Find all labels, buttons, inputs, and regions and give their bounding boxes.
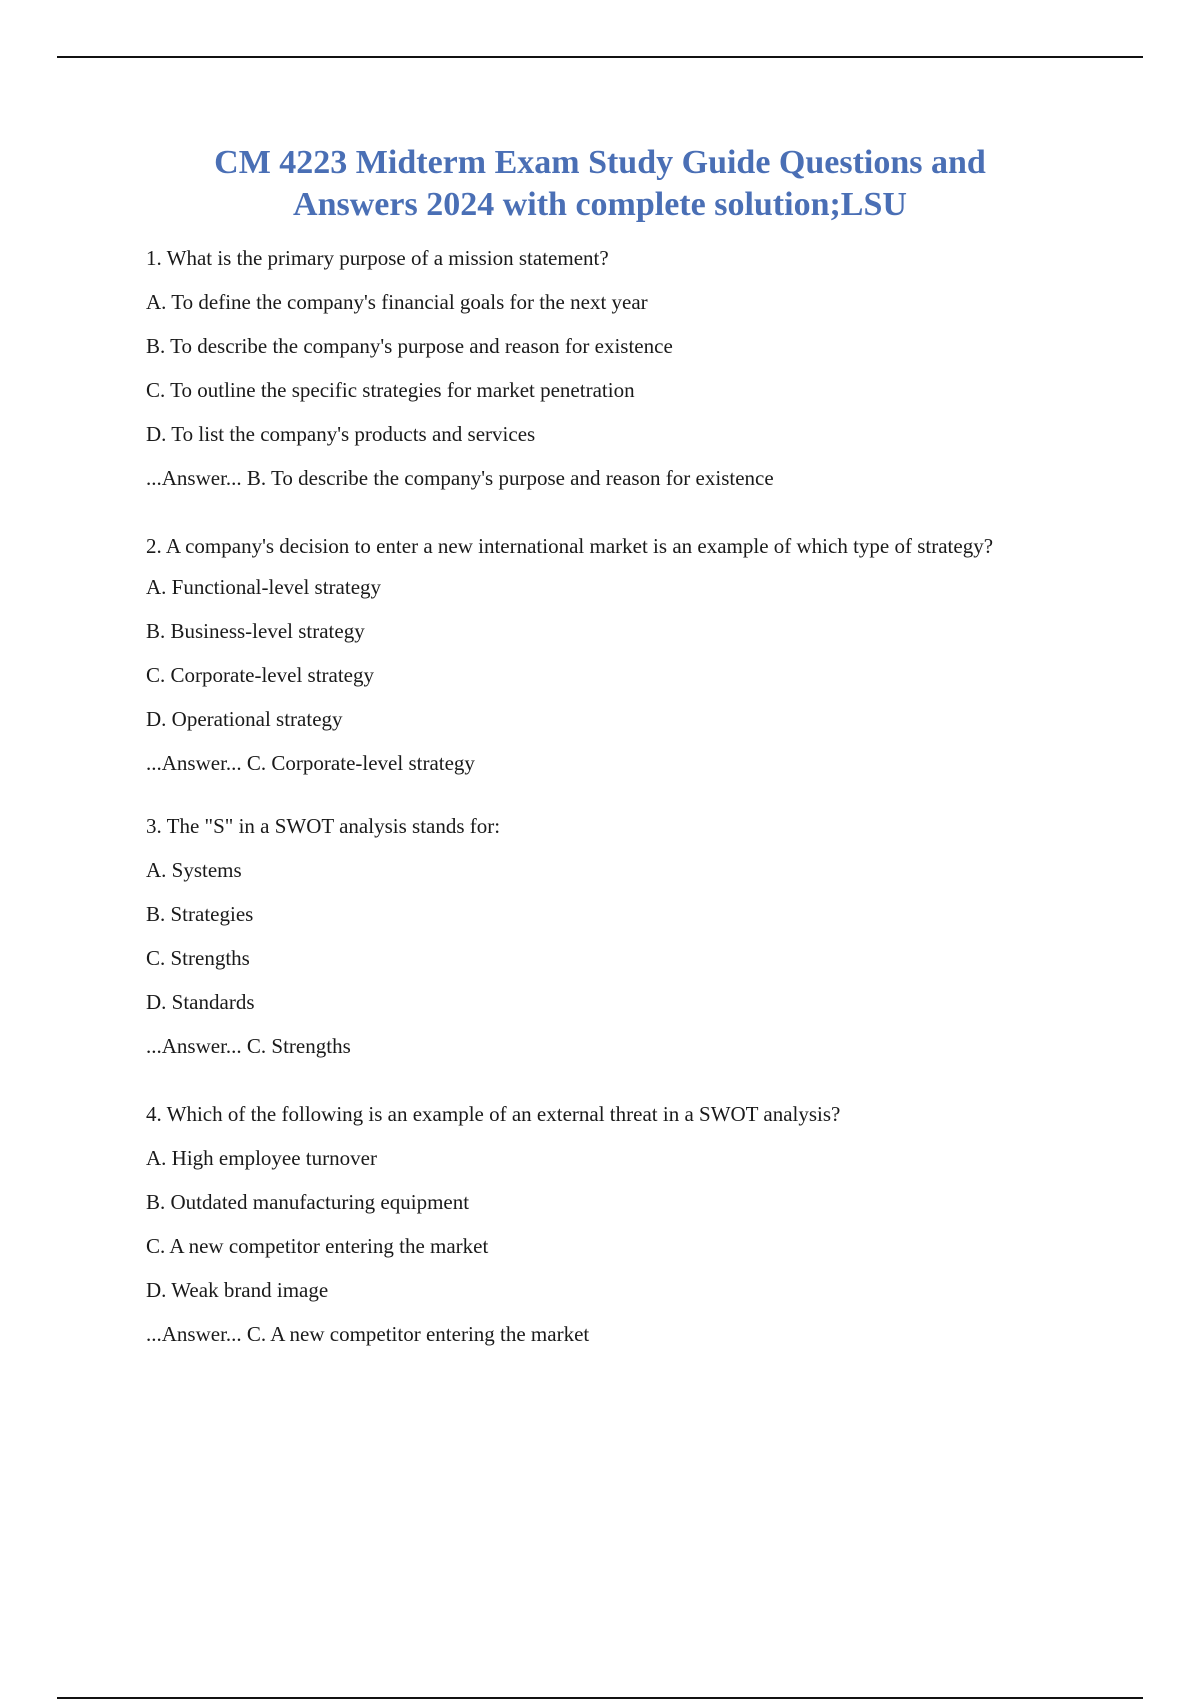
document-title — [120, 142, 1080, 226]
option-b: B. Outdated manufacturing equipment — [146, 1190, 470, 1214]
option-a: A. Functional-level strategy — [146, 575, 382, 599]
question-text: 1. What is the primary purpose of a mission statement? — [146, 246, 609, 270]
option-b: B. To describe the company's purpose and reason for existence — [146, 334, 673, 358]
answer-text: ...Answer... C. Strengths — [146, 1034, 351, 1058]
option-d: D. Weak brand image — [146, 1278, 329, 1302]
answer-text: ...Answer... C. A new competitor entering the market — [146, 1322, 590, 1346]
title-line-2: Answers 2024 with complete solution;LSU — [293, 186, 907, 223]
question-text: 4. Which of the following is an example of an external threat in a SWOT analysis? — [146, 1102, 841, 1126]
option-b: B. Strategies — [146, 902, 254, 926]
title-line-1: CM 4223 Midterm Exam Study Guide Questions and — [214, 144, 986, 181]
question-block-1 — [146, 246, 1046, 490]
bottom-rule — [57, 1697, 1143, 1699]
option-c: C. Corporate-level strategy — [146, 663, 375, 687]
option-c: C. Strengths — [146, 946, 250, 970]
option-a: A. Systems — [146, 858, 242, 882]
question-block-2 — [146, 534, 1046, 775]
answer-text: ...Answer... C. Corporate-level strategy — [146, 751, 475, 775]
option-a: A. To define the company's financial goals for the next year — [146, 290, 648, 314]
question-block-3 — [146, 814, 1046, 1058]
option-c: C. A new competitor entering the market — [146, 1234, 489, 1258]
option-a: A. High employee turnover — [146, 1146, 377, 1170]
option-b: B. Business-level strategy — [146, 619, 365, 643]
question-block-4 — [146, 1102, 1046, 1346]
question-text: 2. A company's decision to enter a new international market is an example of which type of strategy? — [146, 534, 994, 558]
option-d: D. Standards — [146, 990, 255, 1014]
option-d: D. Operational strategy — [146, 707, 343, 731]
answer-text: ...Answer... B. To describe the company's purpose and reason for existence — [146, 466, 774, 490]
option-d: D. To list the company's products and services — [146, 422, 536, 446]
option-c: C. To outline the specific strategies for market penetration — [146, 378, 635, 402]
question-text: 3. The "S" in a SWOT analysis stands for: — [146, 814, 501, 838]
question-list — [146, 246, 1046, 1390]
top-rule — [57, 56, 1143, 58]
